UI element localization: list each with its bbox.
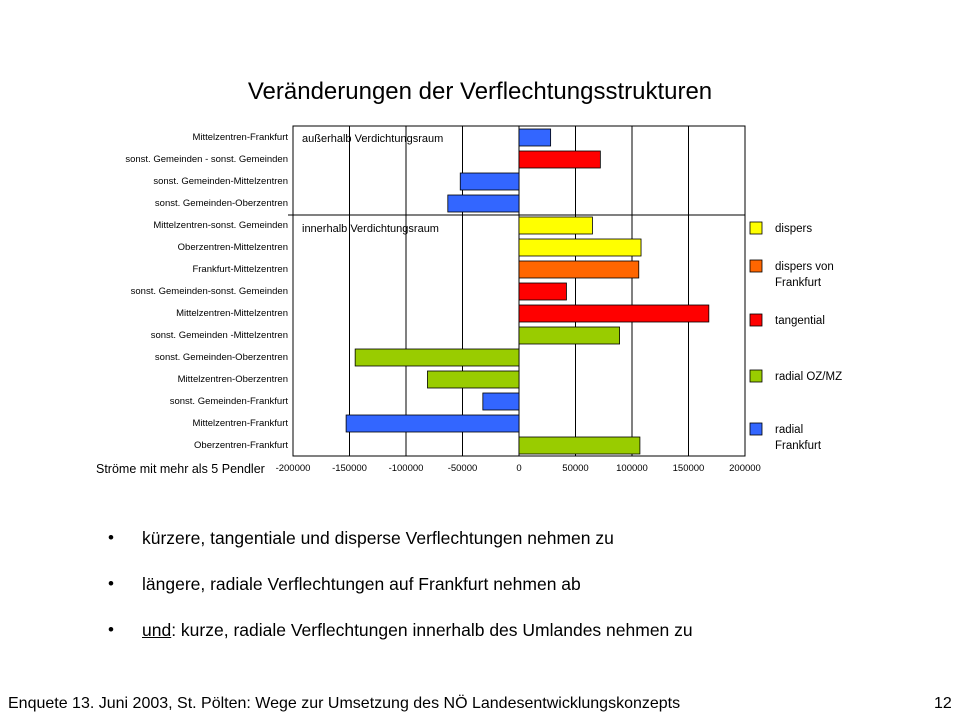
section-label-outside: außerhalb Verdichtungsraum bbox=[302, 133, 444, 145]
chart-legend bbox=[750, 222, 842, 452]
x-axis-label: Ströme mit mehr als 5 Pendler bbox=[96, 462, 265, 476]
chart-bar bbox=[483, 393, 519, 410]
category-label: sonst. Gemeinden-Mittelzentren bbox=[153, 176, 288, 187]
bullet-symbol: • bbox=[108, 528, 114, 547]
chart-bar bbox=[519, 327, 620, 344]
category-label: Oberzentren-Mittelzentren bbox=[177, 242, 288, 253]
category-label: sonst. Gemeinden-Oberzentren bbox=[154, 352, 288, 363]
legend-label: Frankfurt bbox=[775, 440, 822, 452]
chart-bar bbox=[519, 217, 592, 234]
chart-bar bbox=[519, 283, 566, 300]
chart-bar bbox=[448, 195, 519, 212]
category-label: Mittelzentren-sonst. Gemeinden bbox=[153, 220, 288, 231]
legend-swatch bbox=[750, 260, 762, 272]
chart-bar bbox=[355, 349, 519, 366]
chart-bar bbox=[519, 151, 600, 168]
legend-swatch bbox=[750, 370, 762, 382]
legend-label: radial bbox=[775, 424, 804, 436]
category-label: sonst. Gemeinden - sonst. Gemeinden bbox=[125, 154, 288, 165]
x-tick-label: 100000 bbox=[616, 463, 648, 474]
bullet-symbol: • bbox=[108, 574, 114, 593]
category-label: Mittelzentren-Mittelzentren bbox=[176, 308, 288, 319]
bullet-underlined-word: und bbox=[142, 620, 172, 640]
x-tick-labels bbox=[276, 463, 761, 474]
bullet-text bbox=[142, 620, 693, 641]
slide-footer: Enquete 13. Juni 2003, St. Pölten: Wege zur Umsetzung des NÖ Landesentwicklungskonzepts bbox=[8, 695, 681, 712]
category-label: Mittelzentren-Frankfurt bbox=[192, 132, 288, 143]
bullet-text: kürzere, tangentiale und disperse Verflechtungen nehmen zu bbox=[142, 528, 614, 548]
legend-label: dispers bbox=[775, 223, 813, 235]
legend-label: radial OZ/MZ bbox=[775, 371, 843, 383]
category-label: Frankfurt-Mittelzentren bbox=[192, 264, 288, 275]
chart-bars bbox=[346, 129, 709, 454]
category-label: Oberzentren-Frankfurt bbox=[194, 440, 288, 451]
bullet-text: längere, radiale Verflechtungen auf Frankfurt nehmen ab bbox=[142, 574, 581, 594]
x-tick-label: -150000 bbox=[332, 463, 367, 474]
chart-bar bbox=[460, 173, 519, 190]
slide-title: Veränderungen der Verflechtungsstrukturen bbox=[247, 78, 713, 105]
legend-swatch bbox=[750, 423, 762, 435]
x-tick-label: 150000 bbox=[672, 463, 705, 474]
bullet-symbol: • bbox=[108, 620, 114, 639]
x-tick-label: -200000 bbox=[275, 463, 311, 474]
legend-swatch bbox=[750, 222, 762, 234]
x-tick-label: 50000 bbox=[562, 463, 589, 474]
legend-label: Frankfurt bbox=[775, 277, 822, 289]
legend-swatch bbox=[750, 314, 762, 326]
chart-bar bbox=[519, 305, 709, 322]
category-label: sonst. Gemeinden -Mittelzentren bbox=[150, 330, 288, 341]
section-label-inside: innerhalb Verdichtungsraum bbox=[302, 223, 439, 235]
page-number: 12 bbox=[934, 695, 952, 712]
category-labels bbox=[125, 132, 288, 451]
x-tick-label: -50000 bbox=[447, 463, 478, 474]
chart-bar bbox=[519, 437, 640, 454]
legend-label: tangential bbox=[775, 315, 825, 327]
chart-bar bbox=[346, 415, 519, 432]
x-tick-label: 0 bbox=[516, 463, 522, 474]
chart-bar bbox=[519, 239, 641, 256]
category-label: Mittelzentren-Oberzentren bbox=[177, 374, 288, 385]
bullet-text-rest: : kurze, radiale Verflechtungen innerhalb des Umlandes nehmen zu bbox=[171, 620, 693, 640]
category-label: sonst. Gemeinden-Oberzentren bbox=[154, 198, 288, 209]
legend-label: dispers von bbox=[775, 261, 834, 273]
chart-bar bbox=[519, 261, 639, 278]
x-tick-label: 200000 bbox=[729, 463, 761, 474]
category-label: Mittelzentren-Frankfurt bbox=[192, 418, 288, 429]
category-label: sonst. Gemeinden-Frankfurt bbox=[169, 396, 288, 407]
chart-bar bbox=[519, 129, 551, 146]
category-label: sonst. Gemeinden-sonst. Gemeinden bbox=[130, 286, 288, 297]
x-tick-label: -100000 bbox=[388, 463, 424, 474]
chart-bar bbox=[427, 371, 519, 388]
